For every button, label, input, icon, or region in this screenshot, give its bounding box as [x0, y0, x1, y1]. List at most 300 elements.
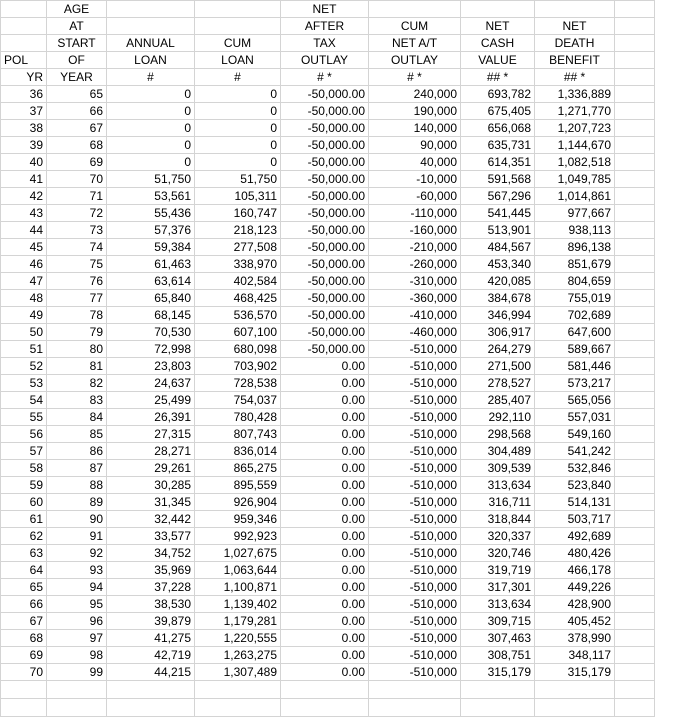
cell-death-benefit[interactable]: 466,178	[535, 562, 615, 579]
cell-death-benefit[interactable]: 449,226	[535, 579, 615, 596]
cell-annual-loan[interactable]: 28,271	[107, 443, 195, 460]
cell-annual-loan[interactable]: 0	[107, 120, 195, 137]
cell-cum-loan[interactable]: 51,750	[195, 171, 281, 188]
cell-net-outlay[interactable]: 0.00	[281, 511, 369, 528]
cell-cum-outlay[interactable]: -510,000	[369, 613, 461, 630]
cell-annual-loan[interactable]: 42,719	[107, 647, 195, 664]
cell-cum-loan[interactable]: 703,902	[195, 358, 281, 375]
cell-death-benefit[interactable]: 851,679	[535, 256, 615, 273]
cell-cum-loan[interactable]: 680,098	[195, 341, 281, 358]
cell-death-benefit[interactable]: 565,056	[535, 392, 615, 409]
cell-age[interactable]: 77	[47, 290, 107, 307]
cell-cum-outlay[interactable]: -160,000	[369, 222, 461, 239]
cell-pol-yr[interactable]: 39	[1, 137, 47, 154]
cell-death-benefit[interactable]: 492,689	[535, 528, 615, 545]
empty-cell[interactable]	[47, 699, 107, 717]
cell-age[interactable]: 85	[47, 426, 107, 443]
header-cell-cum-outlay[interactable]: # *	[369, 69, 461, 86]
cell-cash-value[interactable]: 264,279	[461, 341, 535, 358]
empty-cell[interactable]	[615, 188, 655, 205]
cell-pol-yr[interactable]: 56	[1, 426, 47, 443]
cell-net-outlay[interactable]: 0.00	[281, 562, 369, 579]
cell-cash-value[interactable]: 317,301	[461, 579, 535, 596]
cell-annual-loan[interactable]: 24,637	[107, 375, 195, 392]
header-cell-cum-outlay[interactable]: OUTLAY	[369, 52, 461, 69]
cell-cum-loan[interactable]: 1,027,675	[195, 545, 281, 562]
cell-pol-yr[interactable]: 66	[1, 596, 47, 613]
empty-cell[interactable]	[615, 562, 655, 579]
cell-annual-loan[interactable]: 55,436	[107, 205, 195, 222]
cell-cum-outlay[interactable]: -510,000	[369, 426, 461, 443]
cell-cum-outlay[interactable]: -510,000	[369, 630, 461, 647]
cell-cash-value[interactable]: 656,068	[461, 120, 535, 137]
cell-death-benefit[interactable]: 977,667	[535, 205, 615, 222]
cell-death-benefit[interactable]: 804,659	[535, 273, 615, 290]
cell-cum-loan[interactable]: 160,747	[195, 205, 281, 222]
cell-cum-loan[interactable]: 836,014	[195, 443, 281, 460]
cell-annual-loan[interactable]: 0	[107, 154, 195, 171]
cell-pol-yr[interactable]: 52	[1, 358, 47, 375]
cell-annual-loan[interactable]: 32,442	[107, 511, 195, 528]
empty-cell[interactable]	[615, 18, 655, 35]
cell-cash-value[interactable]: 292,110	[461, 409, 535, 426]
cell-death-benefit[interactable]: 647,600	[535, 324, 615, 341]
empty-cell[interactable]	[615, 1, 655, 18]
cell-annual-loan[interactable]: 57,376	[107, 222, 195, 239]
cell-cum-loan[interactable]: 0	[195, 137, 281, 154]
cell-cum-outlay[interactable]: -210,000	[369, 239, 461, 256]
empty-cell[interactable]	[615, 392, 655, 409]
cell-age[interactable]: 69	[47, 154, 107, 171]
cell-cum-outlay[interactable]: -510,000	[369, 375, 461, 392]
header-cell-death-benefit[interactable]: NET	[535, 18, 615, 35]
cell-cash-value[interactable]: 308,751	[461, 647, 535, 664]
cell-death-benefit[interactable]: 514,131	[535, 494, 615, 511]
cell-annual-loan[interactable]: 26,391	[107, 409, 195, 426]
cell-net-outlay[interactable]: 0.00	[281, 426, 369, 443]
empty-cell[interactable]	[615, 443, 655, 460]
cell-pol-yr[interactable]: 63	[1, 545, 47, 562]
cell-annual-loan[interactable]: 25,499	[107, 392, 195, 409]
header-cell-cum-loan[interactable]	[195, 18, 281, 35]
cell-death-benefit[interactable]: 532,846	[535, 460, 615, 477]
cell-cash-value[interactable]: 313,634	[461, 477, 535, 494]
cell-pol-yr[interactable]: 49	[1, 307, 47, 324]
empty-cell[interactable]	[615, 239, 655, 256]
cell-age[interactable]: 71	[47, 188, 107, 205]
cell-net-outlay[interactable]: 0.00	[281, 358, 369, 375]
cell-death-benefit[interactable]: 581,446	[535, 358, 615, 375]
empty-cell[interactable]	[615, 256, 655, 273]
header-cell-cash-value[interactable]: VALUE	[461, 52, 535, 69]
cell-cum-outlay[interactable]: -510,000	[369, 579, 461, 596]
cell-cash-value[interactable]: 567,296	[461, 188, 535, 205]
cell-cum-outlay[interactable]: 190,000	[369, 103, 461, 120]
empty-cell[interactable]	[615, 222, 655, 239]
cell-cash-value[interactable]: 484,567	[461, 239, 535, 256]
empty-cell[interactable]	[369, 699, 461, 717]
cell-cum-outlay[interactable]: -360,000	[369, 290, 461, 307]
cell-cash-value[interactable]: 298,568	[461, 426, 535, 443]
empty-cell[interactable]	[615, 545, 655, 562]
empty-cell[interactable]	[195, 699, 281, 717]
cell-net-outlay[interactable]: -50,000.00	[281, 307, 369, 324]
cell-age[interactable]: 91	[47, 528, 107, 545]
cell-death-benefit[interactable]: 1,049,785	[535, 171, 615, 188]
cell-pol-yr[interactable]: 50	[1, 324, 47, 341]
cell-pol-yr[interactable]: 59	[1, 477, 47, 494]
cell-cum-loan[interactable]: 895,559	[195, 477, 281, 494]
cell-age[interactable]: 81	[47, 358, 107, 375]
empty-cell[interactable]	[107, 681, 195, 699]
cell-cash-value[interactable]: 320,337	[461, 528, 535, 545]
empty-cell[interactable]	[615, 52, 655, 69]
cell-annual-loan[interactable]: 37,228	[107, 579, 195, 596]
cell-cum-loan[interactable]: 0	[195, 86, 281, 103]
cell-death-benefit[interactable]: 549,160	[535, 426, 615, 443]
empty-cell[interactable]	[107, 699, 195, 717]
cell-age[interactable]: 92	[47, 545, 107, 562]
cell-death-benefit[interactable]: 1,207,723	[535, 120, 615, 137]
cell-annual-loan[interactable]: 41,275	[107, 630, 195, 647]
header-cell-net-outlay[interactable]: # *	[281, 69, 369, 86]
cell-annual-loan[interactable]: 61,463	[107, 256, 195, 273]
cell-age[interactable]: 88	[47, 477, 107, 494]
cell-age[interactable]: 70	[47, 171, 107, 188]
cell-cash-value[interactable]: 320,746	[461, 545, 535, 562]
header-cell-cum-loan[interactable]: #	[195, 69, 281, 86]
cell-age[interactable]: 67	[47, 120, 107, 137]
cell-cash-value[interactable]: 635,731	[461, 137, 535, 154]
empty-cell[interactable]	[615, 579, 655, 596]
cell-net-outlay[interactable]: 0.00	[281, 630, 369, 647]
cell-cum-loan[interactable]: 926,904	[195, 494, 281, 511]
cell-net-outlay[interactable]: 0.00	[281, 579, 369, 596]
cell-annual-loan[interactable]: 0	[107, 86, 195, 103]
cell-cum-loan[interactable]: 105,311	[195, 188, 281, 205]
cell-cum-outlay[interactable]: -510,000	[369, 596, 461, 613]
cell-cum-loan[interactable]: 992,923	[195, 528, 281, 545]
cell-death-benefit[interactable]: 480,426	[535, 545, 615, 562]
header-cell-annual-loan[interactable]: ANNUAL	[107, 35, 195, 52]
header-cell-annual-loan[interactable]: #	[107, 69, 195, 86]
cell-cash-value[interactable]: 306,917	[461, 324, 535, 341]
cell-cum-loan[interactable]: 1,220,555	[195, 630, 281, 647]
cell-cum-outlay[interactable]: -510,000	[369, 511, 461, 528]
cell-pol-yr[interactable]: 64	[1, 562, 47, 579]
header-cell-net-outlay[interactable]: TAX	[281, 35, 369, 52]
cell-annual-loan[interactable]: 44,215	[107, 664, 195, 681]
cell-cum-outlay[interactable]: -510,000	[369, 545, 461, 562]
cell-net-outlay[interactable]: 0.00	[281, 409, 369, 426]
cell-net-outlay[interactable]: 0.00	[281, 545, 369, 562]
cell-annual-loan[interactable]: 51,750	[107, 171, 195, 188]
empty-cell[interactable]	[461, 699, 535, 717]
empty-cell[interactable]	[535, 681, 615, 699]
cell-cash-value[interactable]: 271,500	[461, 358, 535, 375]
cell-cash-value[interactable]: 313,634	[461, 596, 535, 613]
cell-net-outlay[interactable]: -50,000.00	[281, 341, 369, 358]
cell-age[interactable]: 78	[47, 307, 107, 324]
cell-cum-loan[interactable]: 959,346	[195, 511, 281, 528]
cell-age[interactable]: 83	[47, 392, 107, 409]
cell-age[interactable]: 84	[47, 409, 107, 426]
cell-pol-yr[interactable]: 67	[1, 613, 47, 630]
cell-death-benefit[interactable]: 573,217	[535, 375, 615, 392]
cell-cum-outlay[interactable]: -110,000	[369, 205, 461, 222]
empty-cell[interactable]	[1, 699, 47, 717]
cell-cum-loan[interactable]: 754,037	[195, 392, 281, 409]
cell-cum-outlay[interactable]: -510,000	[369, 341, 461, 358]
header-cell-age[interactable]: START	[47, 35, 107, 52]
cell-death-benefit[interactable]: 1,144,670	[535, 137, 615, 154]
empty-cell[interactable]	[615, 596, 655, 613]
cell-cum-outlay[interactable]: 40,000	[369, 154, 461, 171]
header-cell-net-outlay[interactable]: AFTER	[281, 18, 369, 35]
cell-net-outlay[interactable]: 0.00	[281, 664, 369, 681]
cell-cum-loan[interactable]: 807,743	[195, 426, 281, 443]
cell-pol-yr[interactable]: 47	[1, 273, 47, 290]
header-cell-cash-value[interactable]: NET	[461, 18, 535, 35]
empty-cell[interactable]	[615, 35, 655, 52]
cell-cum-outlay[interactable]: -510,000	[369, 460, 461, 477]
cell-cum-outlay[interactable]: -510,000	[369, 392, 461, 409]
cell-cash-value[interactable]: 309,539	[461, 460, 535, 477]
cell-death-benefit[interactable]: 503,717	[535, 511, 615, 528]
cell-age[interactable]: 93	[47, 562, 107, 579]
cell-pol-yr[interactable]: 51	[1, 341, 47, 358]
cell-cash-value[interactable]: 319,719	[461, 562, 535, 579]
cell-age[interactable]: 99	[47, 664, 107, 681]
cell-net-outlay[interactable]: -50,000.00	[281, 290, 369, 307]
empty-cell[interactable]	[615, 137, 655, 154]
cell-pol-yr[interactable]: 53	[1, 375, 47, 392]
cell-cum-outlay[interactable]: -10,000	[369, 171, 461, 188]
cell-cum-outlay[interactable]: -310,000	[369, 273, 461, 290]
empty-cell[interactable]	[615, 681, 655, 699]
cell-pol-yr[interactable]: 37	[1, 103, 47, 120]
cell-cash-value[interactable]: 675,405	[461, 103, 535, 120]
cell-age[interactable]: 97	[47, 630, 107, 647]
cell-cum-loan[interactable]: 728,538	[195, 375, 281, 392]
cell-annual-loan[interactable]: 68,145	[107, 307, 195, 324]
cell-net-outlay[interactable]: -50,000.00	[281, 103, 369, 120]
cell-age[interactable]: 87	[47, 460, 107, 477]
cell-cash-value[interactable]: 315,179	[461, 664, 535, 681]
cell-cum-outlay[interactable]: -510,000	[369, 443, 461, 460]
header-cell-cum-outlay[interactable]	[369, 1, 461, 18]
empty-cell[interactable]	[615, 171, 655, 188]
empty-cell[interactable]	[615, 375, 655, 392]
empty-cell[interactable]	[615, 528, 655, 545]
cell-cum-outlay[interactable]: -510,000	[369, 477, 461, 494]
cell-net-outlay[interactable]: -50,000.00	[281, 154, 369, 171]
cell-cash-value[interactable]: 318,844	[461, 511, 535, 528]
cell-net-outlay[interactable]: -50,000.00	[281, 86, 369, 103]
cell-death-benefit[interactable]: 1,271,770	[535, 103, 615, 120]
cell-pol-yr[interactable]: 55	[1, 409, 47, 426]
empty-cell[interactable]	[615, 426, 655, 443]
cell-cash-value[interactable]: 307,463	[461, 630, 535, 647]
cell-net-outlay[interactable]: -50,000.00	[281, 205, 369, 222]
empty-cell[interactable]	[535, 699, 615, 717]
cell-cum-loan[interactable]: 1,263,275	[195, 647, 281, 664]
cell-net-outlay[interactable]: -50,000.00	[281, 273, 369, 290]
header-cell-cum-loan[interactable]: CUM	[195, 35, 281, 52]
cell-cum-loan[interactable]: 218,123	[195, 222, 281, 239]
empty-cell[interactable]	[615, 154, 655, 171]
cell-net-outlay[interactable]: 0.00	[281, 477, 369, 494]
cell-death-benefit[interactable]: 1,014,861	[535, 188, 615, 205]
empty-cell[interactable]	[615, 205, 655, 222]
cell-death-benefit[interactable]: 315,179	[535, 664, 615, 681]
cell-pol-yr[interactable]: 36	[1, 86, 47, 103]
cell-net-outlay[interactable]: -50,000.00	[281, 256, 369, 273]
header-cell-age[interactable]: AGE	[47, 1, 107, 18]
cell-cum-loan[interactable]: 1,139,402	[195, 596, 281, 613]
empty-cell[interactable]	[47, 681, 107, 699]
cell-age[interactable]: 94	[47, 579, 107, 596]
cell-net-outlay[interactable]: -50,000.00	[281, 137, 369, 154]
cell-cum-loan[interactable]: 536,570	[195, 307, 281, 324]
cell-cum-outlay[interactable]: -460,000	[369, 324, 461, 341]
header-cell-age[interactable]: OF	[47, 52, 107, 69]
cell-pol-yr[interactable]: 68	[1, 630, 47, 647]
cell-pol-yr[interactable]: 62	[1, 528, 47, 545]
header-cell-cash-value[interactable]	[461, 1, 535, 18]
cell-cum-loan[interactable]: 277,508	[195, 239, 281, 256]
cell-cash-value[interactable]: 285,407	[461, 392, 535, 409]
header-cell-cum-outlay[interactable]: NET A/T	[369, 35, 461, 52]
empty-cell[interactable]	[369, 681, 461, 699]
cell-pol-yr[interactable]: 57	[1, 443, 47, 460]
empty-cell[interactable]	[615, 358, 655, 375]
cell-annual-loan[interactable]: 0	[107, 103, 195, 120]
cell-annual-loan[interactable]: 63,614	[107, 273, 195, 290]
cell-death-benefit[interactable]: 1,336,889	[535, 86, 615, 103]
cell-cum-loan[interactable]: 1,307,489	[195, 664, 281, 681]
cell-death-benefit[interactable]: 1,082,518	[535, 154, 615, 171]
cell-cum-outlay[interactable]: -510,000	[369, 562, 461, 579]
cell-cash-value[interactable]: 384,678	[461, 290, 535, 307]
header-cell-pol-yr[interactable]	[1, 1, 47, 18]
cell-pol-yr[interactable]: 38	[1, 120, 47, 137]
cell-age[interactable]: 68	[47, 137, 107, 154]
cell-cash-value[interactable]: 513,901	[461, 222, 535, 239]
cell-cum-outlay[interactable]: -510,000	[369, 664, 461, 681]
empty-cell[interactable]	[615, 409, 655, 426]
empty-cell[interactable]	[1, 681, 47, 699]
cell-age[interactable]: 76	[47, 273, 107, 290]
cell-death-benefit[interactable]: 378,990	[535, 630, 615, 647]
header-cell-death-benefit[interactable]	[535, 1, 615, 18]
cell-age[interactable]: 89	[47, 494, 107, 511]
cell-age[interactable]: 73	[47, 222, 107, 239]
header-cell-age[interactable]: YEAR	[47, 69, 107, 86]
empty-cell[interactable]	[195, 681, 281, 699]
empty-cell[interactable]	[615, 477, 655, 494]
empty-cell[interactable]	[281, 681, 369, 699]
cell-cum-outlay[interactable]: -510,000	[369, 494, 461, 511]
header-cell-pol-yr[interactable]	[1, 35, 47, 52]
cell-pol-yr[interactable]: 41	[1, 171, 47, 188]
cell-cash-value[interactable]: 614,351	[461, 154, 535, 171]
header-cell-cum-loan[interactable]: LOAN	[195, 52, 281, 69]
cell-death-benefit[interactable]: 541,242	[535, 443, 615, 460]
header-cell-net-outlay[interactable]: OUTLAY	[281, 52, 369, 69]
cell-cash-value[interactable]: 309,715	[461, 613, 535, 630]
empty-cell[interactable]	[615, 699, 655, 717]
empty-cell[interactable]	[615, 273, 655, 290]
cell-pol-yr[interactable]: 70	[1, 664, 47, 681]
cell-age[interactable]: 72	[47, 205, 107, 222]
cell-cum-loan[interactable]: 338,970	[195, 256, 281, 273]
cell-cash-value[interactable]: 693,782	[461, 86, 535, 103]
cell-cum-loan[interactable]: 0	[195, 103, 281, 120]
cell-cum-loan[interactable]: 468,425	[195, 290, 281, 307]
header-cell-cash-value[interactable]: ## *	[461, 69, 535, 86]
cell-age[interactable]: 65	[47, 86, 107, 103]
cell-net-outlay[interactable]: 0.00	[281, 460, 369, 477]
cell-cum-outlay[interactable]: 240,000	[369, 86, 461, 103]
header-cell-cum-loan[interactable]	[195, 1, 281, 18]
empty-cell[interactable]	[615, 86, 655, 103]
cell-cum-outlay[interactable]: 140,000	[369, 120, 461, 137]
cell-annual-loan[interactable]: 0	[107, 137, 195, 154]
cell-pol-yr[interactable]: 61	[1, 511, 47, 528]
cell-death-benefit[interactable]: 755,019	[535, 290, 615, 307]
cell-pol-yr[interactable]: 54	[1, 392, 47, 409]
cell-pol-yr[interactable]: 46	[1, 256, 47, 273]
cell-annual-loan[interactable]: 39,879	[107, 613, 195, 630]
cell-cash-value[interactable]: 316,711	[461, 494, 535, 511]
cell-net-outlay[interactable]: -50,000.00	[281, 222, 369, 239]
cell-cum-loan[interactable]: 1,100,871	[195, 579, 281, 596]
cell-net-outlay[interactable]: 0.00	[281, 528, 369, 545]
header-cell-net-outlay[interactable]: NET	[281, 1, 369, 18]
cell-death-benefit[interactable]: 896,138	[535, 239, 615, 256]
cell-pol-yr[interactable]: 65	[1, 579, 47, 596]
header-cell-cash-value[interactable]: CASH	[461, 35, 535, 52]
cell-cum-loan[interactable]: 402,584	[195, 273, 281, 290]
cell-death-benefit[interactable]: 557,031	[535, 409, 615, 426]
cell-annual-loan[interactable]: 59,384	[107, 239, 195, 256]
cell-death-benefit[interactable]: 938,113	[535, 222, 615, 239]
cell-age[interactable]: 96	[47, 613, 107, 630]
cell-death-benefit[interactable]: 523,840	[535, 477, 615, 494]
empty-cell[interactable]	[615, 664, 655, 681]
header-cell-cum-outlay[interactable]: CUM	[369, 18, 461, 35]
cell-pol-yr[interactable]: 42	[1, 188, 47, 205]
cell-annual-loan[interactable]: 35,969	[107, 562, 195, 579]
empty-cell[interactable]	[615, 290, 655, 307]
cell-net-outlay[interactable]: 0.00	[281, 375, 369, 392]
cell-cum-outlay[interactable]: 90,000	[369, 137, 461, 154]
cell-net-outlay[interactable]: -50,000.00	[281, 239, 369, 256]
header-cell-pol-yr[interactable]: POL	[1, 52, 47, 69]
cell-pol-yr[interactable]: 69	[1, 647, 47, 664]
header-cell-death-benefit[interactable]: DEATH	[535, 35, 615, 52]
header-cell-death-benefit[interactable]: BENEFIT	[535, 52, 615, 69]
cell-cash-value[interactable]: 346,994	[461, 307, 535, 324]
cell-cum-loan[interactable]: 0	[195, 154, 281, 171]
cell-pol-yr[interactable]: 58	[1, 460, 47, 477]
cell-cum-loan[interactable]: 0	[195, 120, 281, 137]
cell-pol-yr[interactable]: 40	[1, 154, 47, 171]
empty-cell[interactable]	[615, 613, 655, 630]
empty-cell[interactable]	[461, 681, 535, 699]
empty-cell[interactable]	[615, 120, 655, 137]
